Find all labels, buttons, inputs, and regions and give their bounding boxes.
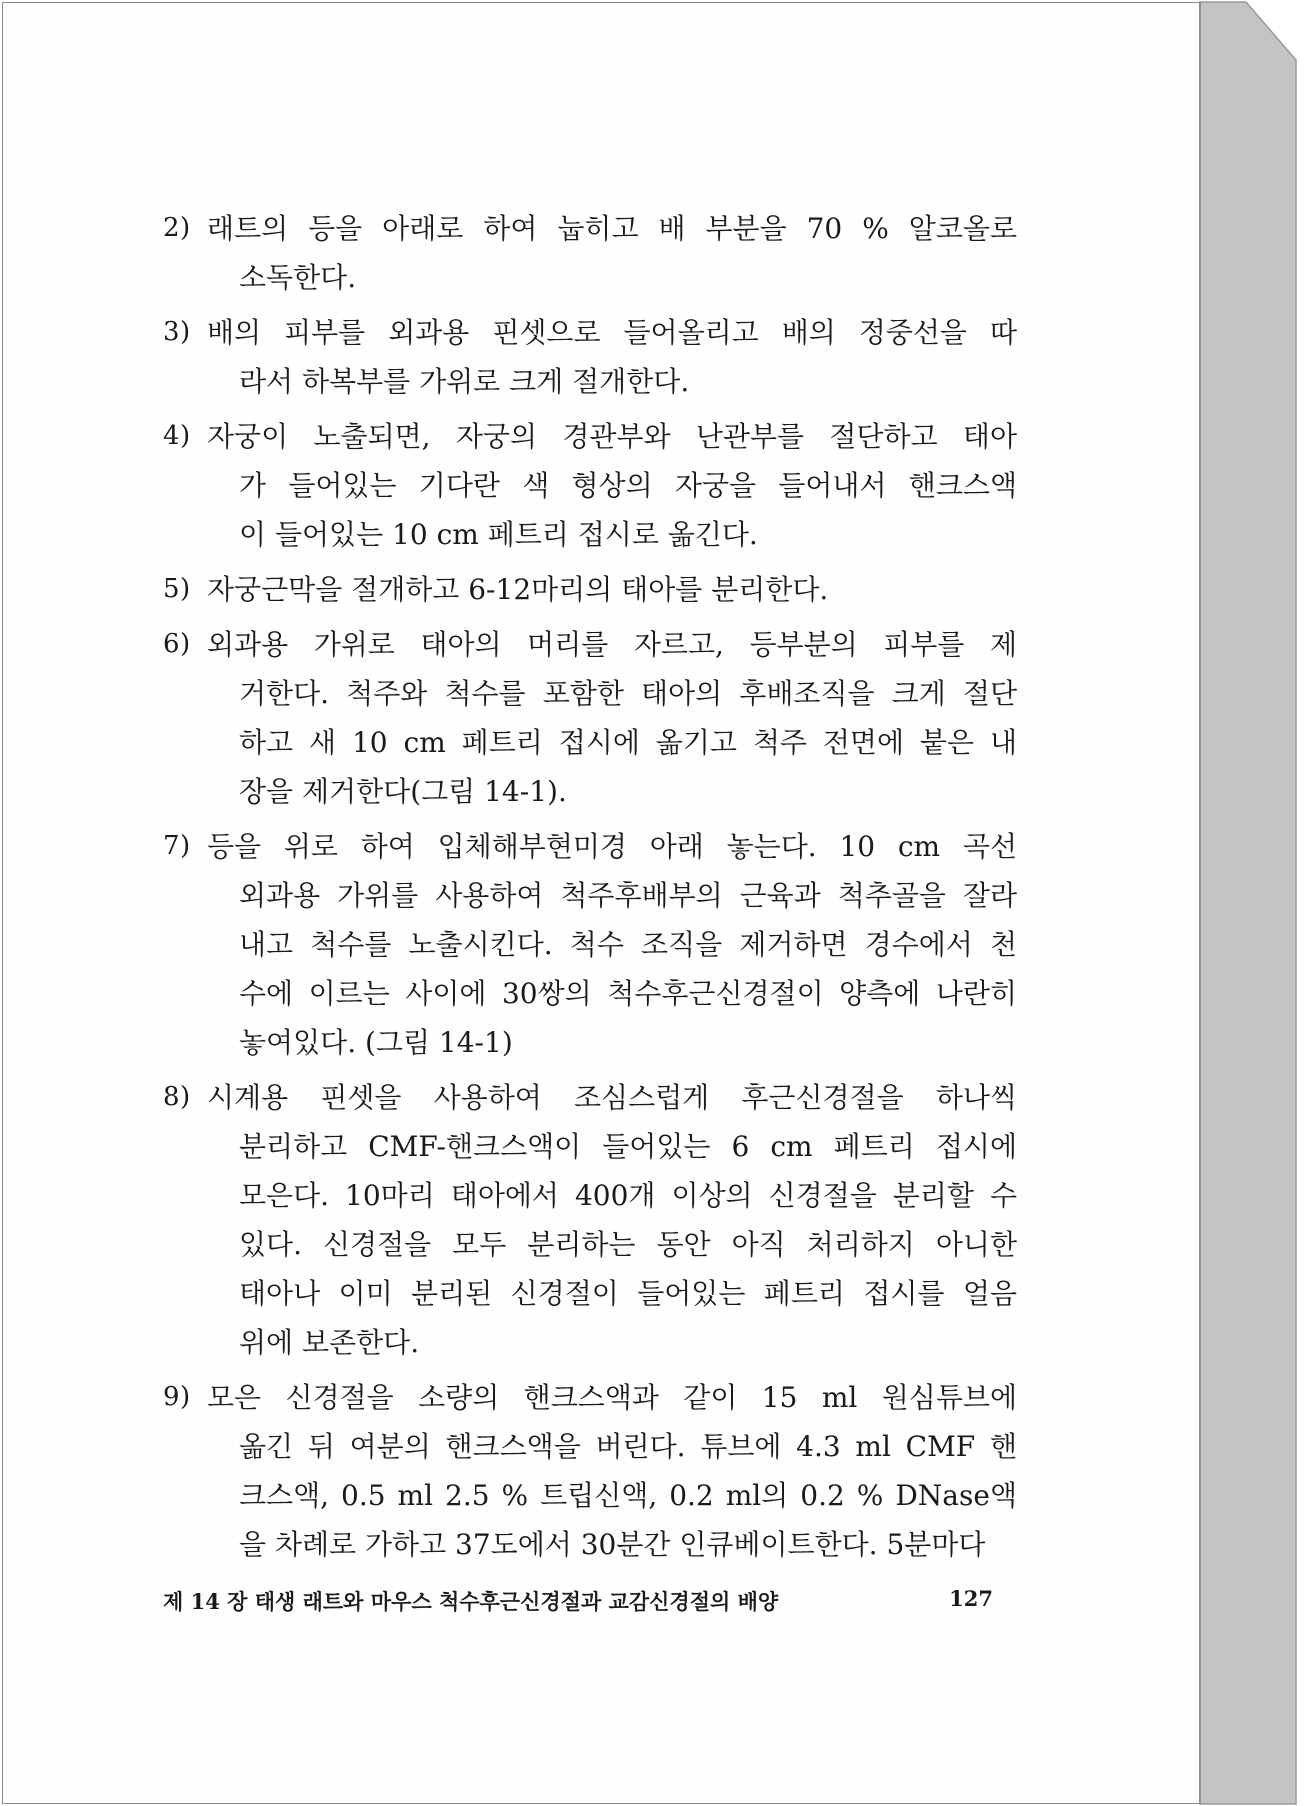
text-line: 장을 제거한다(그림 14-1). <box>239 775 567 808</box>
text-line: 옮긴 뒤 여분의 핸크스액을 버린다. 튜브에 4.3 ml CMF 핸 <box>239 1430 1017 1463</box>
step-text <box>207 308 1017 406</box>
step-text <box>207 565 1017 614</box>
step-number: 4) <box>163 421 191 451</box>
procedure-step <box>163 822 1017 1067</box>
text-line: 을 차례로 가하고 37도에서 30분간 인큐베이트한다. 5분마다 <box>239 1528 986 1561</box>
text-line: 자궁이 노출되면, 자궁의 경관부와 난관부를 절단하고 태아 <box>207 420 1017 453</box>
text-line: 크스액, 0.5 ml 2.5 % 트립신액, 0.2 ml의 0.2 % DNase액 <box>239 1479 1017 1512</box>
procedure-step <box>163 308 1017 406</box>
text-line: 자궁근막을 절개하고 6-12마리의 태아를 분리한다. <box>207 573 829 606</box>
text-line: 배의 피부를 외과용 핀셋으로 들어올리고 배의 정중선을 따 <box>207 316 1017 349</box>
text-line: 거한다. 척주와 척수를 포함한 태아의 후배조직을 크게 절단 <box>239 677 1017 710</box>
text-line: 외과용 가위를 사용하여 척주후배부의 근육과 척추골을 잘라 <box>239 879 1017 912</box>
text-line: 하고 새 10 cm 페트리 접시에 옮기고 척주 전면에 붙은 내 <box>239 726 1017 759</box>
procedure-step <box>163 620 1017 816</box>
text-line: 내고 척수를 노출시킨다. 척수 조직을 제거하면 경수에서 천 <box>239 928 1017 961</box>
document-body <box>163 204 1017 1575</box>
page-number: 127 <box>949 1586 993 1611</box>
procedure-step <box>163 412 1017 559</box>
step-number: 3) <box>163 317 191 347</box>
text-line: 놓여있다. (그림 14-1) <box>239 1026 513 1059</box>
text-line: 모은 신경절을 소량의 핸크스액과 같이 15 ml 원심튜브에 <box>207 1381 1017 1414</box>
text-line: 위에 보존한다. <box>239 1326 420 1359</box>
step-number: 8) <box>163 1082 191 1112</box>
text-line: 시계용 핀셋을 사용하여 조심스럽게 후근신경절을 하나씩 <box>207 1081 1017 1114</box>
text-line: 소독한다. <box>239 261 357 294</box>
step-text <box>207 412 1017 559</box>
step-text <box>207 620 1017 816</box>
step-text <box>207 204 1017 302</box>
procedure-step <box>163 1373 1017 1569</box>
step-number: 6) <box>163 629 191 659</box>
procedure-step <box>163 565 1017 614</box>
step-number: 5) <box>163 574 191 604</box>
step-number: 9) <box>163 1382 191 1412</box>
text-line: 분리하고 CMF-핸크스액이 들어있는 6 cm 페트리 접시에 <box>239 1130 1017 1163</box>
text-line: 가 들어있는 기다란 색 형상의 자궁을 들어내서 핸크스액 <box>239 469 1017 502</box>
text-line: 수에 이르는 사이에 30쌍의 척수후근신경절이 양측에 나란히 <box>239 977 1017 1010</box>
chapter-title: 제 14 장 태생 래트와 마우스 척수후근신경절과 교감신경절의 배양 <box>163 1589 779 1614</box>
procedure-step <box>163 204 1017 302</box>
text-line: 태아나 이미 분리된 신경절이 들어있는 페트리 접시를 얼음 <box>239 1277 1017 1310</box>
procedure-step <box>163 1073 1017 1367</box>
text-line: 외과용 가위로 태아의 머리를 자르고, 등부분의 피부를 제 <box>207 628 1017 661</box>
step-text <box>207 1073 1017 1367</box>
text-line: 등을 위로 하여 입체해부현미경 아래 놓는다. 10 cm 곡선 <box>207 830 1017 863</box>
step-number: 7) <box>163 831 191 861</box>
text-line: 이 들어있는 10 cm 페트리 접시로 옮긴다. <box>239 518 758 551</box>
page-footer <box>163 1586 993 1616</box>
text-line: 모은다. 10마리 태아에서 400개 이상의 신경절을 분리할 수 <box>239 1179 1017 1212</box>
text-line: 라서 하복부를 가위로 크게 절개한다. <box>239 365 690 398</box>
text-line: 있다. 신경절을 모두 분리하는 동안 아직 처리하지 아니한 <box>239 1228 1017 1261</box>
text-line: 래트의 등을 아래로 하여 눕히고 배 부분을 70 % 알코올로 <box>207 212 1017 245</box>
step-text <box>207 822 1017 1067</box>
step-text <box>207 1373 1017 1569</box>
step-number: 2) <box>163 213 191 243</box>
